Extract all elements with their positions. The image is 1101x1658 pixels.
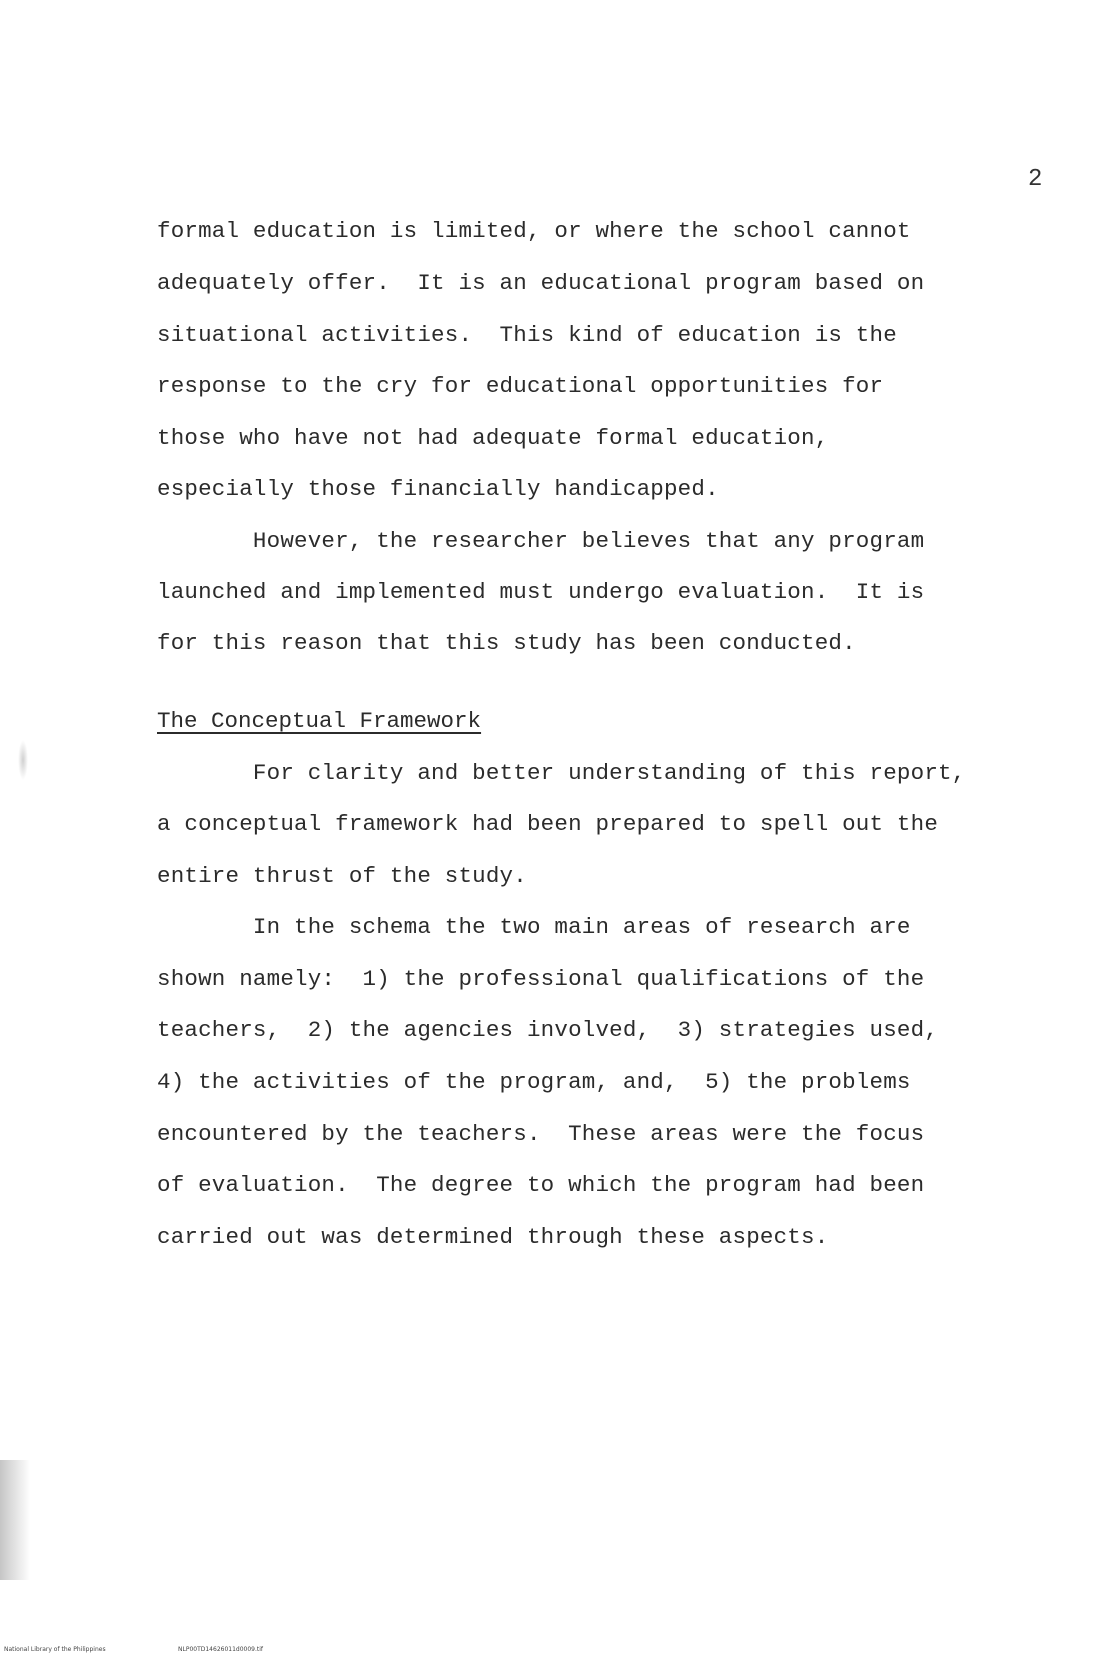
text-line: situational activities. This kind of education is the [157,322,897,348]
section-heading: The Conceptual Framework [157,708,482,734]
footer-library: National Library of the Philippines [4,1646,106,1653]
text-line: for this reason that this study has been conducted. [157,630,856,656]
text-line: adequately offer. It is an educational program based on [157,270,925,296]
text-line: those who have not had adequate formal education, [157,425,829,451]
text-line: For clarity and better understanding of this report, [157,760,966,786]
text-line: especially those financially handicapped. [157,476,719,502]
text-line: entire thrust of the study. [157,863,527,889]
scan-edge-shadow [0,1460,30,1580]
text-line: 4) the activities of the program, and, 5) the problems [157,1069,911,1095]
text-line: a conceptual framework had been prepared to spell out the [157,811,939,837]
scan-artifact [18,740,28,780]
text-line: In the schema the two main areas of research are [157,914,911,940]
footer-file-name: NLP00TD14626011d0009.tif [178,1646,264,1653]
text-line: teachers, 2) the agencies involved, 3) strategies used, [157,1017,939,1043]
page-number: 2 [1028,166,1043,193]
text-line: of evaluation. The degree to which the program had been [157,1172,925,1198]
text-line: formal education is limited, or where the school cannot [157,218,911,244]
text-line: carried out was determined through these aspects. [157,1224,829,1250]
text-line: launched and implemented must undergo evaluation. It is [157,579,925,605]
text-line: response to the cry for educational opportunities for [157,373,884,399]
text-line: encountered by the teachers. These areas were the focus [157,1121,925,1147]
text-line: shown namely: 1) the professional qualifications of the [157,966,925,992]
text-line: However, the researcher believes that any program [157,528,925,554]
